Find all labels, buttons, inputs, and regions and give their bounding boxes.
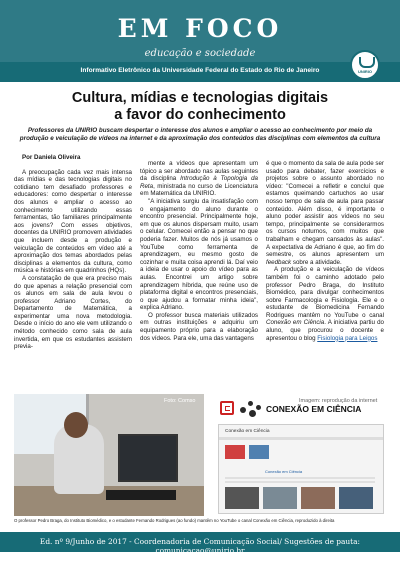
paragraph (266, 160, 384, 266)
text-run: mente a vídeos que apresentam um tópico a ser abordado nas aulas seguintes da disciplina (140, 160, 258, 183)
figure-caption: O professor Pedro Braga, do Instituto Biomédico, e o estudante Fernando Rodrigues (ao fundo) mantêm no YouTube o canal Conexão em Ciência, reproduzido à direita (14, 518, 335, 523)
molecule-dot (249, 410, 256, 417)
unirio-logo-text: UNIRIO (358, 69, 372, 74)
masthead (0, 0, 400, 82)
screenshot-row (225, 481, 375, 483)
photo-monitor (118, 434, 178, 482)
article-column-3 (266, 160, 384, 342)
unirio-logo-mark (359, 57, 375, 68)
screenshot-row (225, 477, 375, 479)
video-thumbnail (339, 487, 373, 509)
photo (14, 394, 204, 516)
article-headline (20, 90, 380, 124)
footer-text: Ed. nº 9/Junho de 2017 - Coordenadoria de Comunicação Social/ Sugestões de pauta: comunicacao@unirio.br (39, 537, 361, 555)
text-run: , ministrada no curso de Licenciatura em Matemática da UNIRIO. (140, 182, 258, 198)
footer (0, 532, 400, 555)
photo-keyboard (106, 490, 176, 500)
paragraph: O professor busca materiais utilizados em outras instituições e adquiriu um equipamento próprio para a elaboração dos vídeos. Para ele, uma das vantagens (140, 311, 258, 342)
paragraph: A preocupação cada vez mais intensa das mídias e das tecnologias digitais no cotidiano tem desafiado professores e educadores: como despertar o interesse dos alunos e ampliar o acesso ao conhecimento utilizando essas ferramentas, tão familiares principalmente aos jovens? Com esses objetivos, docentes da UNIRIO promovem atividades que incluem desde a produção e veiculação de conteúdos em vídeo até a aproximação dos temas abordados pelas disciplinas a elementos da cultura, como música e histórias em quadrinhos (HQs). (14, 168, 132, 275)
video-thumbnail (301, 487, 335, 509)
unirio-logo-icon (350, 50, 380, 80)
article-lede: Professores da UNIRIO buscam despertar o interesse dos alunos e ampliar o acesso ao conhecimento por meio da produção e veiculação de vídeos na internet e da aproximação dos conteúdos das disciplinas com elementos da cultura (19, 127, 381, 143)
masthead-info: Informativo Eletrônico da Universidade Federal do Estado do Rio de Janeiro (80, 67, 320, 74)
channel-name: Conexão em Ciência (266, 319, 325, 327)
masthead-subtitle: educação e sociedade (144, 48, 256, 59)
screenshot-channel-ref: Conexão em Ciência (265, 469, 303, 474)
photo-credit: Foto: Comso (164, 398, 196, 404)
article-figure (14, 394, 386, 516)
headline-line-1: Cultura, mídias e tecnologias digitais (71, 90, 329, 106)
course-name: Introdução à Topologia da Reta (140, 175, 259, 190)
youtube-screenshot (218, 424, 384, 514)
text-run: . A iniciativa partiu do aluno, que procurou o docente e apresentou o blog (266, 319, 384, 342)
emphasis: feedback (266, 258, 292, 266)
image-credit: Imagem: reprodução da internet (299, 398, 378, 404)
article-column-1 (14, 154, 132, 351)
screenshot-bar (219, 437, 383, 440)
text-run: A produção e a veiculação de vídeos também foi o caminho adotado pelo professor Pedro Braga, do Instituto Biomédico, para divulgar conhecimentos sobre Farmacologia e Fisiologia. Ele e o estudante de Biomedicina Fernando Rodrigues mantêm no YouTube o canal (266, 266, 384, 319)
conexao-logo-inner (225, 406, 230, 411)
channel-screenshot (204, 394, 386, 516)
article-column-2 (140, 160, 258, 342)
text-run: sobre a atividade. (291, 258, 342, 266)
paragraph: "A iniciativa surgiu da insatisfação com o engajamento do aluno durante o encontro presencial. Principalmente hoje, em que os alunos dispersam muito, usam o celular. Comecei então a pensar no que poderia fazer. Muitos de nós já usamos o YouTube como ferramenta de aprendizagem, eu mesmo gosto de cozinhar e muita coisa aprendi lá. Daí veio a ideia de usar o apoio do vídeo para as aulas. Encontrei um artigo sobre aprendizagem híbrida, que reúne uso de plataforma digital e encontros presenciais, o que ajudou a formatar minha ideia", explica Adriano. (140, 197, 258, 312)
molecule-dot (256, 405, 261, 410)
headline-line-2: a favor do conhecimento (114, 107, 286, 123)
paragraph (140, 160, 258, 198)
molecule-icon (240, 401, 262, 417)
channel-title: CONEXÃO EM CIÊNCIA (266, 404, 362, 414)
screenshot-title: Conexão em Ciência (225, 429, 270, 434)
conexao-logo-icon (220, 401, 234, 415)
molecule-dot (240, 407, 246, 413)
paragraph (266, 266, 384, 342)
screenshot-thumb (249, 445, 269, 459)
screenshot-thumb (225, 445, 245, 459)
blog-link[interactable]: Fisiologia para Leigos (317, 334, 378, 342)
paragraph: A constatação de que era preciso mais do que apenas a relação presencial com os alunos em sala de aula levou o professor Adriano Cortes, do Departamento de Matemática, a experimentar uma nova metodologia. Desde o início do ano ele vem utilizando o método conhecido como sala de aula invertida, em que os estudantes assistem previa- (14, 274, 132, 351)
byline: Por Daniela Oliveira (22, 154, 81, 161)
text-run: é que o momento da sala de aula pode ser usado para debater, fazer exercícios e projetos sobre o assunto abordado no vídeo: "Comecei a refletir e concluí que estamos queimando cartuchos ao usar nosso tempo de sala de aula para passar conteúdo. Além disso, é importante o aluno poder assistir aos vídeos no seu tempo, principalmente se considerarmos os cursos noturnos, com muitos que trabalham e chegam cansados às aulas". A expectativa de Adriano é que, ao fim do semestre, os alunos apresentem um (266, 160, 384, 259)
video-thumbnail (225, 487, 259, 509)
photo-person-head (64, 412, 88, 438)
video-thumbnail (263, 487, 297, 509)
molecule-dot (248, 401, 253, 406)
masthead-title: EM FOCO (117, 14, 283, 43)
